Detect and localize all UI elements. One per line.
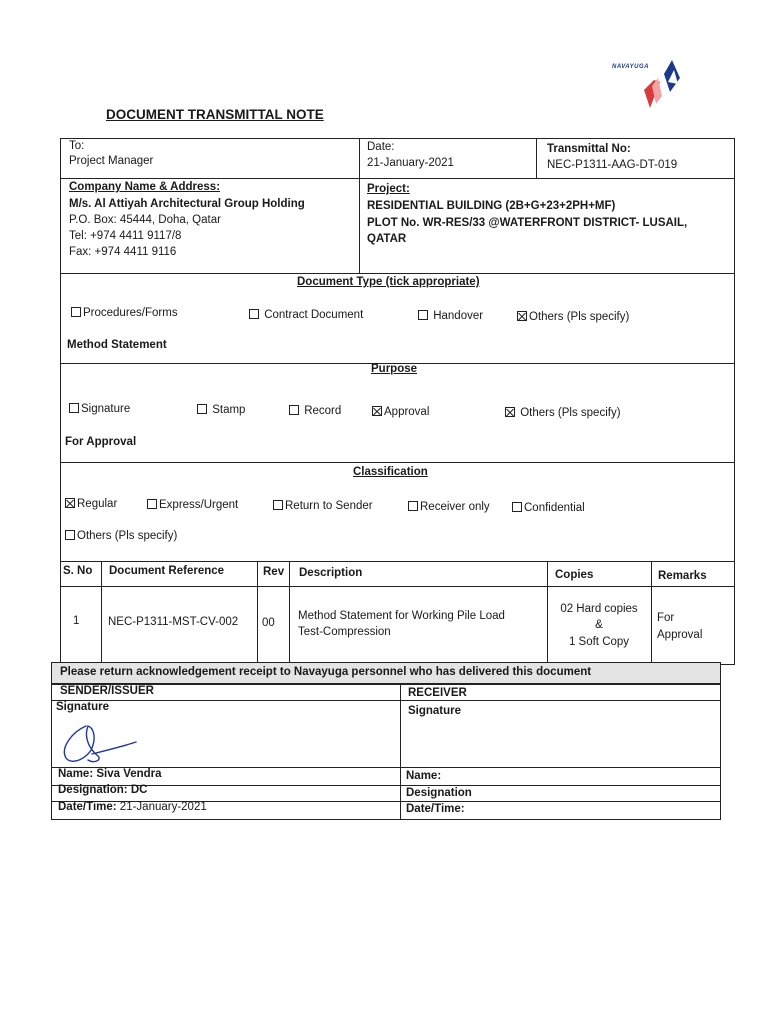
class-return-checkbox[interactable]: Return to Sender: [273, 500, 373, 512]
document-title: DOCUMENT TRANSMITTAL NOTE: [106, 107, 324, 122]
checked-box-icon: [372, 406, 382, 416]
to-label: To:: [69, 140, 85, 152]
purpose-others-checkbox[interactable]: Others (Pls specify): [505, 407, 621, 419]
transmittal-label: Transmittal No:: [547, 143, 631, 155]
divider: [52, 700, 720, 701]
cell-copies: &: [595, 619, 603, 631]
purpose-stamp-checkbox[interactable]: Stamp: [197, 404, 245, 416]
receiver-datetime-label: Date/Time:: [406, 803, 465, 815]
cell-rev: 00: [262, 617, 275, 629]
project-line: QATAR: [367, 233, 407, 245]
divider: [61, 561, 734, 562]
divider: [61, 462, 734, 463]
divider: [651, 561, 652, 664]
to-value: Project Manager: [69, 155, 154, 167]
sender-designation: Designation: DC: [58, 784, 148, 796]
purpose-approval-checkbox[interactable]: Approval: [372, 406, 429, 418]
cell-remarks: For: [657, 612, 675, 624]
checked-box-icon: [505, 407, 515, 417]
col-header-sno: S. No: [63, 565, 93, 577]
company-address-line: P.O. Box: 45444, Doha, Qatar: [69, 214, 221, 226]
purpose-signature-checkbox[interactable]: Signature: [69, 403, 130, 415]
class-confidential-checkbox[interactable]: Confidential: [512, 502, 585, 514]
divider: [289, 561, 290, 664]
purpose-specified: For Approval: [65, 436, 137, 448]
checkbox-icon: [249, 309, 259, 319]
divider: [547, 561, 548, 664]
transmittal-number: NEC-P1311-AAG-DT-019: [547, 159, 678, 171]
date-value: 21-January-2021: [367, 157, 454, 169]
checkbox-icon: [65, 530, 75, 540]
receiver-designation-label: Designation: [406, 787, 472, 799]
cell-remarks: Approval: [657, 629, 703, 641]
cell-description: Method Statement for Working Pile Load: [298, 610, 505, 622]
col-header-remarks: Remarks: [658, 570, 707, 582]
company-label: Company Name & Address:: [69, 181, 221, 193]
sender-signature-mark: [58, 718, 140, 766]
acknowledgement-text: Please return acknowledgement receipt to Navayuga personnel who has delivered this document: [60, 666, 592, 678]
divider: [61, 178, 734, 179]
col-header-rev: Rev: [263, 566, 285, 578]
col-header-description: Description: [299, 567, 363, 579]
document-type-specified: Method Statement: [67, 339, 167, 351]
sender-heading: SENDER/ISSUER: [60, 685, 154, 697]
checkbox-icon: [71, 307, 81, 317]
divider: [257, 561, 258, 664]
checkbox-icon: [197, 404, 207, 414]
checkbox-icon: [408, 501, 418, 511]
cell-description: Test-Compression: [298, 626, 391, 638]
checkbox-icon: [512, 502, 522, 512]
class-others-checkbox[interactable]: Others (Pls specify): [65, 530, 177, 542]
col-header-reference: Document Reference: [109, 565, 225, 577]
cell-copies: 02 Hard copies: [560, 603, 638, 615]
checkbox-icon: [289, 405, 299, 415]
document-type-heading: Document Type (tick appropriate): [297, 276, 480, 288]
class-receiver-checkbox[interactable]: Receiver only: [408, 501, 490, 513]
acknowledgement-banner: [51, 662, 721, 684]
divider: [61, 273, 734, 274]
sender-signature-label: Signature: [56, 701, 110, 713]
divider: [61, 586, 734, 587]
receiver-signature-label: Signature: [408, 705, 462, 717]
receiver-name-label: Name:: [406, 770, 442, 782]
checkbox-icon: [69, 403, 79, 413]
checked-box-icon: [517, 311, 527, 321]
cell-sno: 1: [73, 615, 80, 627]
company-fax: Fax: +974 4411 9116: [69, 246, 177, 258]
navayuga-logo-icon: [608, 56, 688, 112]
project-line: RESIDENTIAL BUILDING (2B+G+23+2PH+MF): [367, 200, 616, 212]
checkbox-icon: [147, 499, 157, 509]
project-line: PLOT No. WR-RES/33 @WATERFRONT DISTRICT- LUSAIL,: [367, 217, 688, 229]
purpose-record-checkbox[interactable]: Record: [289, 405, 341, 417]
sender-datetime: Date/Time: 21-January-2021: [58, 801, 207, 813]
doctype-procedures-checkbox[interactable]: Procedures/Forms: [71, 307, 178, 319]
checkbox-icon: [418, 310, 428, 320]
date-label: Date:: [367, 141, 395, 153]
cell-reference: NEC-P1311-MST-CV-002: [108, 616, 239, 628]
cell-copies: 1 Soft Copy: [568, 636, 630, 648]
purpose-heading: Purpose: [371, 363, 418, 375]
doctype-contract-checkbox[interactable]: Contract Document: [249, 309, 363, 321]
company-name: M/s. Al Attiyah Architectural Group Holding: [69, 198, 305, 210]
divider: [536, 139, 537, 178]
company-tel: Tel: +974 4411 9117/8: [69, 230, 182, 242]
doctype-others-checkbox[interactable]: Others (Pls specify): [517, 311, 629, 323]
doctype-handover-checkbox[interactable]: Handover: [418, 310, 483, 322]
checkbox-icon: [273, 500, 283, 510]
class-express-checkbox[interactable]: Express/Urgent: [147, 499, 238, 511]
transmittal-form: [60, 138, 735, 665]
col-header-copies: Copies: [555, 569, 594, 581]
divider: [400, 685, 401, 819]
classification-heading: Classification: [353, 466, 428, 478]
receiver-heading: RECEIVER: [408, 687, 467, 699]
divider: [101, 561, 102, 664]
class-regular-checkbox[interactable]: Regular: [65, 498, 117, 510]
checked-box-icon: [65, 498, 75, 508]
project-label: Project:: [367, 183, 410, 195]
divider: [359, 139, 360, 273]
brand-name: NAVAYUGA: [612, 64, 649, 70]
signature-block: [51, 684, 721, 820]
sender-name: Name: Siva Vendra: [58, 768, 162, 780]
divider: [52, 785, 720, 786]
